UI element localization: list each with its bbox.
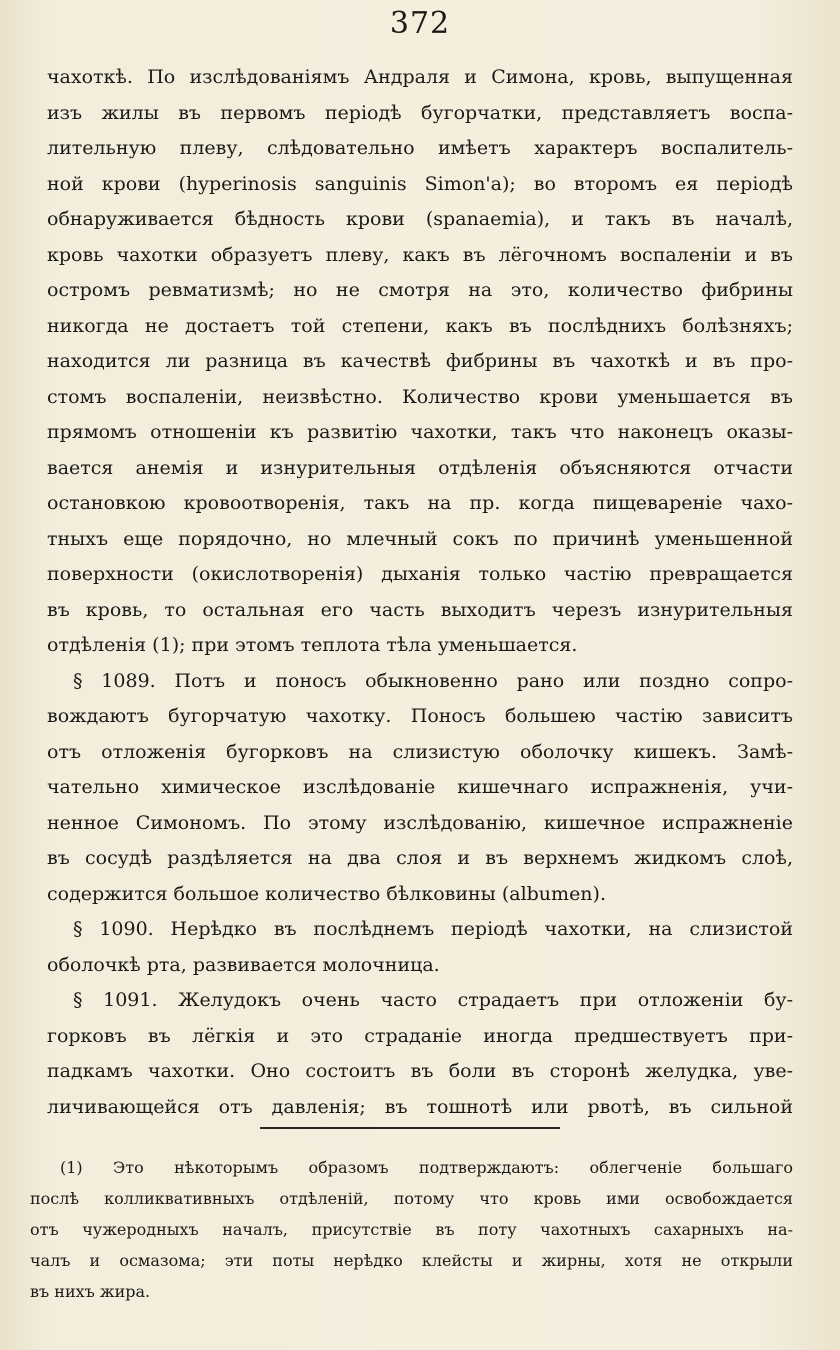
text-line: отъ отложенія бугорковъ на слизистую оболочку кишекъ. Замѣ- — [47, 740, 793, 763]
section-1089-start: § 1089. Потъ и поносъ обыкновенно рано или поздно сопро- — [73, 669, 793, 692]
text-line: остановкою кровоотворенія, такъ на пр. когда пищевареніе чахо- — [47, 492, 793, 514]
text-line: падкамъ чахотки. Оно состоитъ въ боли въ сторонѣ желудка, уве- — [47, 1060, 793, 1082]
text-line: остромъ ревматизмѣ; но не смотря на это, количество фибрины — [47, 279, 793, 301]
text-line: оболочкѣ рта, развивается молочница. — [47, 953, 440, 976]
text-line: прямомъ отношеніи къ развитію чахотки, такъ что наконецъ оказы- — [47, 421, 793, 443]
footnote-line: послѣ колликвативныхъ отдѣленій, потому что кровь ими освобождается — [30, 1189, 793, 1208]
text-line: находится ли разница въ качествѣ фибрины въ чахоткѣ и въ про- — [47, 350, 793, 372]
text-line: изъ жилы въ первомъ періодѣ бугорчатки, представляетъ воспа- — [47, 101, 793, 124]
text-line: ненное Симономъ. По этому изслѣдованію, кишечное испражненіе — [47, 811, 793, 834]
footnote-line: чалъ и осмазома; эти поты нерѣдко клейсты и жирны, хотя не открыли — [30, 1251, 793, 1270]
text-line: отдѣленія (1); при этомъ теплота тѣла уменьшается. — [47, 634, 578, 656]
text-line: стомъ воспаленіи, неизвѣстно. Количество крови уменьшается въ — [47, 385, 793, 408]
footnote-line: (1) Это нѣкоторымъ образомъ подтверждаютъ: облегченіе большаго — [60, 1158, 793, 1177]
text-line: чательно химическое изслѣдованіе кишечнаго испражненія, учи- — [47, 776, 793, 798]
footnotes — [30, 1152, 793, 1307]
text-line: въ кровь, то остальная его часть выходитъ черезъ изнурительныя — [47, 598, 793, 621]
text-line: ной крови (hyperinosis sanguinis Simon'a); во второмъ ея періодѣ — [47, 172, 793, 195]
text-line: тныхъ еще порядочно, но млечный сокъ по причинѣ уменьшенной — [47, 527, 793, 550]
footnote-separator — [260, 1127, 560, 1129]
text-line: вождаютъ бугорчатую чахотку. Поносъ большею частію зависитъ — [47, 705, 793, 727]
text-line: никогда не достаетъ той степени, какъ въ послѣднихъ болѣзняхъ; — [47, 314, 793, 337]
text-line: личивающейся отъ давленія; въ тошнотѣ или рвотѣ, въ сильной — [47, 1095, 793, 1118]
page-number: 372 — [389, 6, 451, 41]
text-line: поверхности (окислотворенія) дыханія только частію превращается — [47, 563, 793, 585]
section-1090-start: § 1090. Нерѣдко въ послѣднемъ періодѣ чахотки, на слизистой — [73, 918, 793, 940]
section-1091-start: § 1091. Желудокъ очень часто страдаетъ при отложеніи бу- — [73, 989, 793, 1011]
text-line: чахоткѣ. По изслѣдованіямъ Андраля и Симона, кровь, выпущенная — [47, 66, 793, 88]
text-line: лительную плеву, слѣдовательно имѣетъ характеръ воспалитель- — [47, 137, 793, 159]
text-line: въ сосудѣ раздѣляется на два слоя и въ верхнемъ жидкомъ слоѣ, — [47, 847, 793, 869]
footnote-line: отъ чужеродныхъ началъ, присутствіе въ поту чахотныхъ сахарныхъ на- — [30, 1220, 793, 1239]
main-text — [47, 60, 793, 1125]
text-line: обнаруживается бѣдность крови (spanaemia), и такъ въ началѣ, — [47, 208, 793, 230]
text-line: содержится большое количество бѣлковины (albumen). — [47, 882, 606, 905]
text-line: кровь чахотки образуетъ плеву, какъ въ лёгочномъ воспаленіи и въ — [47, 243, 793, 266]
text-line: вается анемія и изнурительныя отдѣленія объясняются отчасти — [47, 456, 793, 479]
footnote-line: въ нихъ жира. — [30, 1282, 151, 1301]
text-line: горковъ въ лёгкія и это страданіе иногда предшествуетъ при- — [47, 1024, 793, 1047]
